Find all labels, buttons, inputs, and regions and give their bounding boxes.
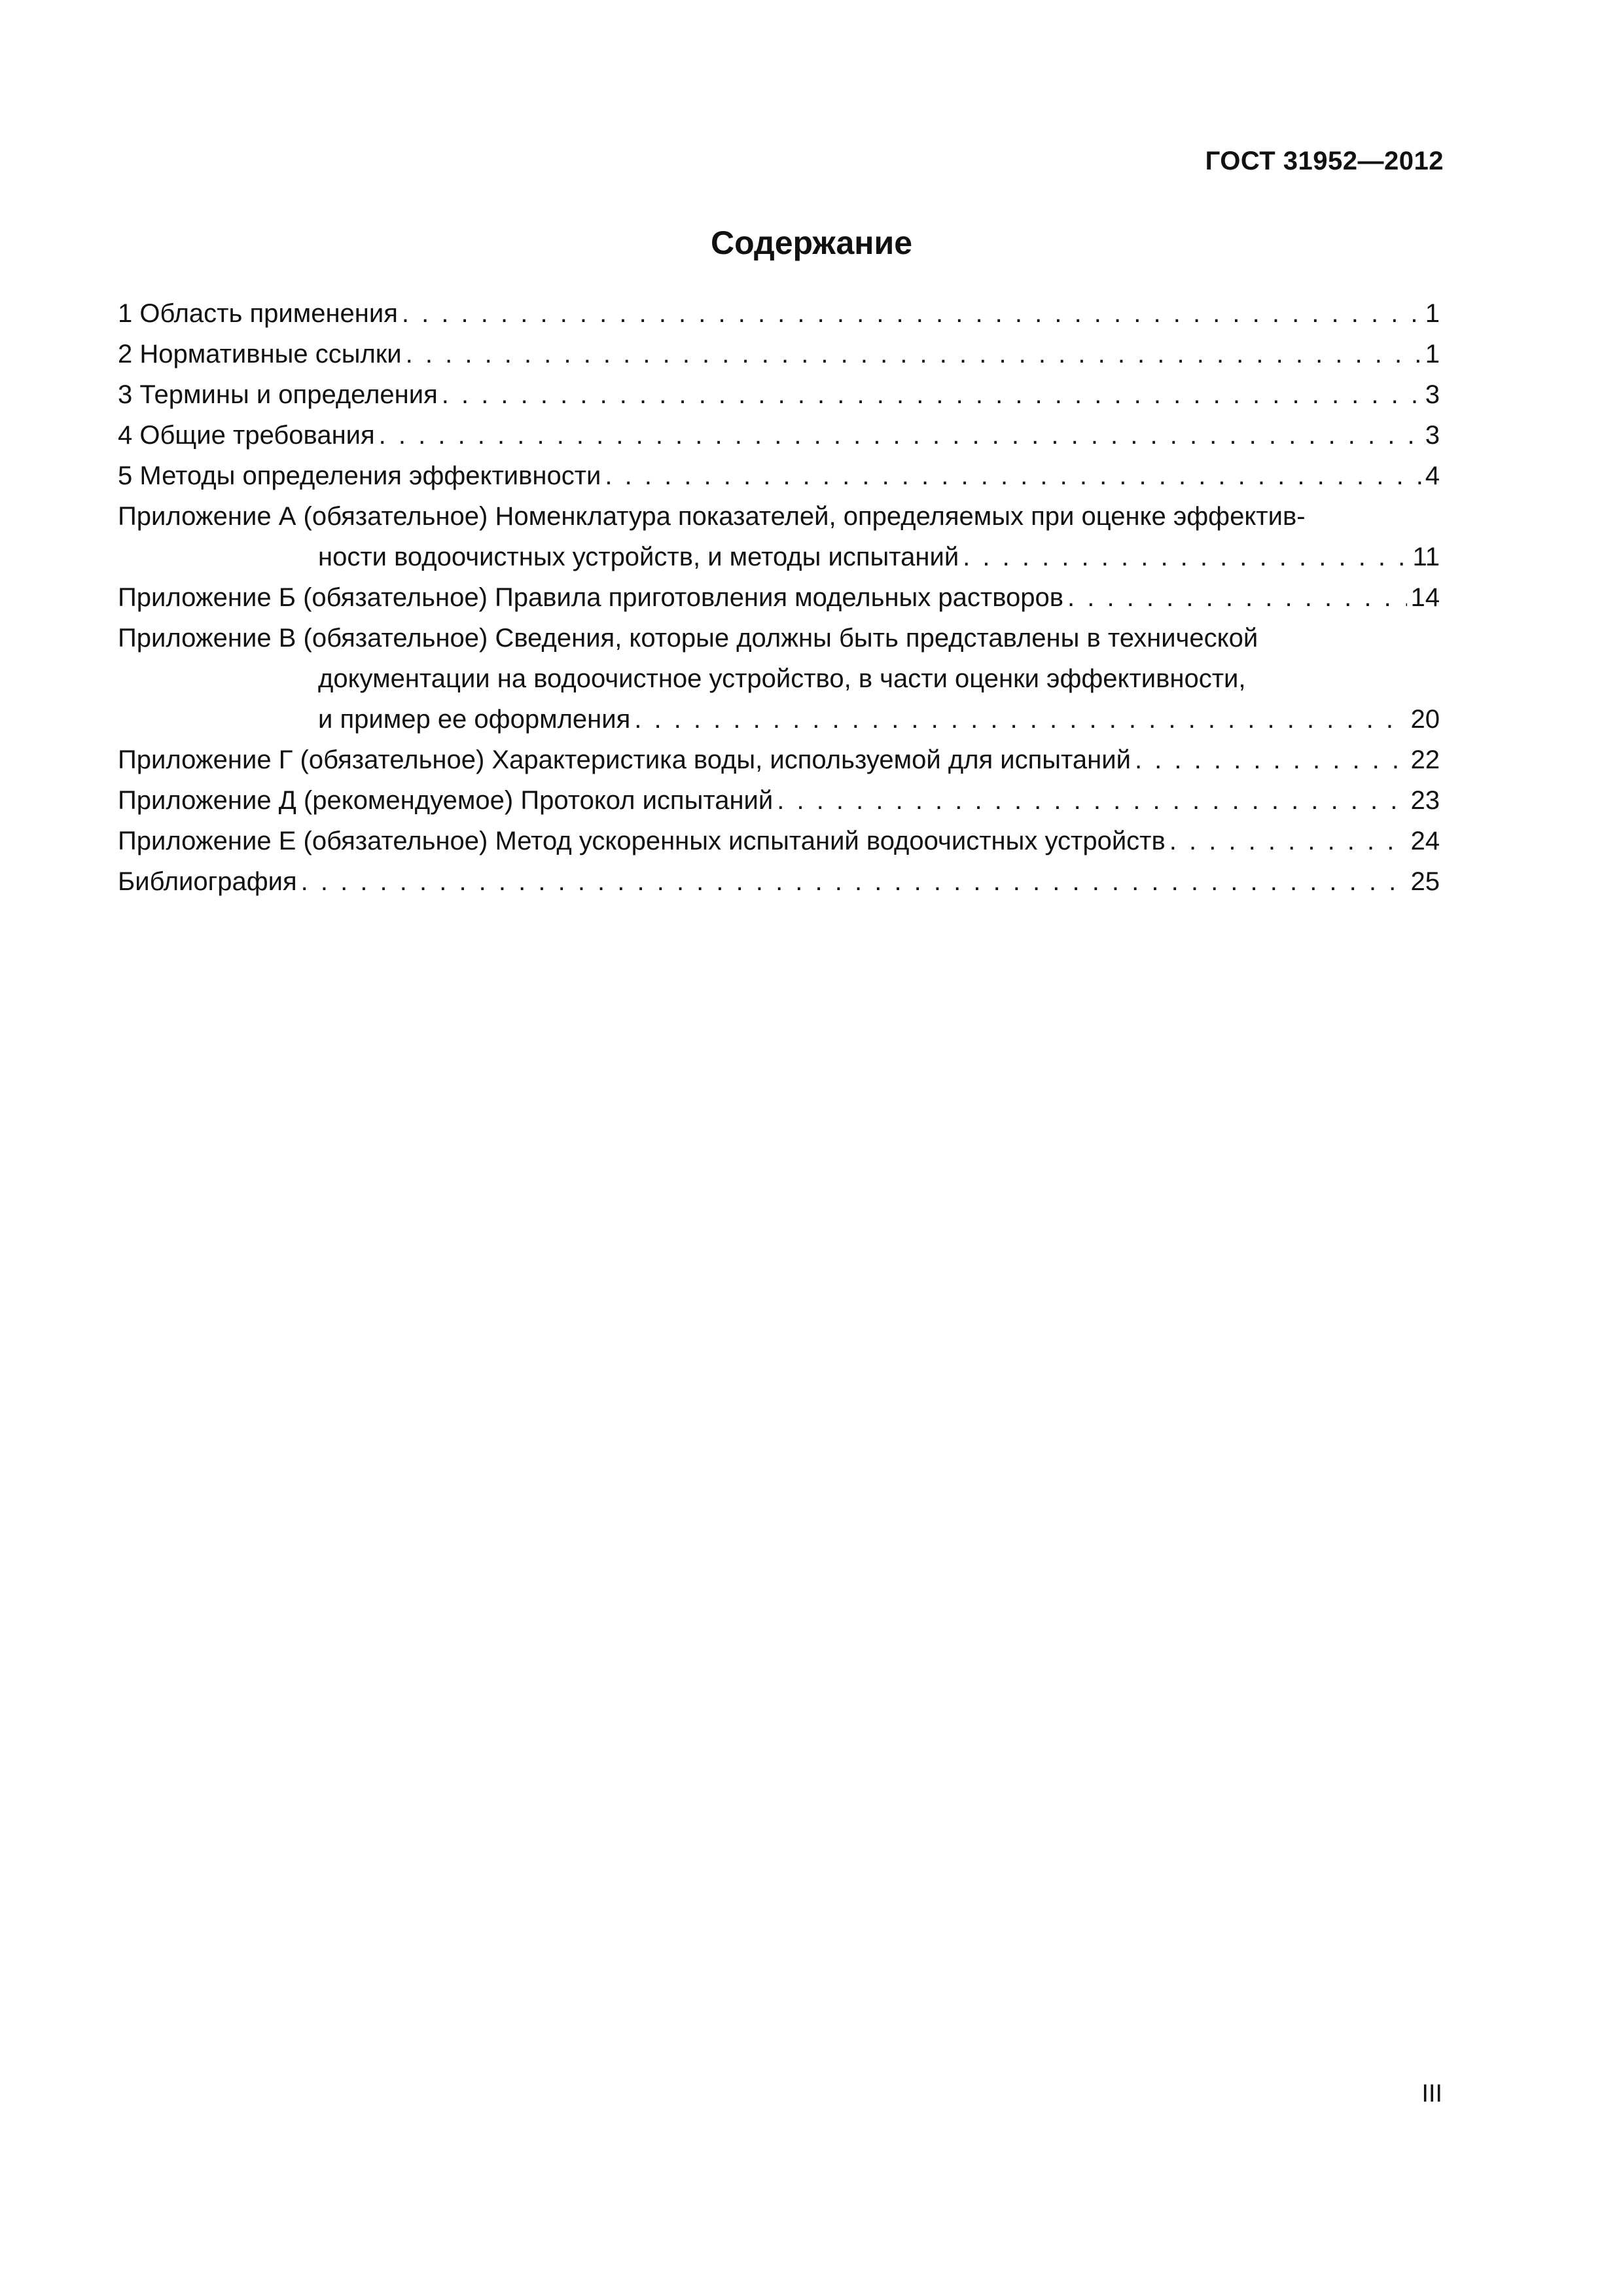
toc-entry: [118, 577, 1440, 618]
toc-entry: [118, 374, 1440, 415]
toc-dot-leader: [605, 456, 1421, 496]
toc-entry-line: [118, 334, 1440, 374]
toc-page-number: 23: [1410, 786, 1440, 815]
toc-page-number: 11: [1412, 543, 1440, 571]
toc-entry: [118, 293, 1440, 334]
toc-entry: [118, 456, 1440, 496]
toc-page-number: 1: [1425, 299, 1440, 328]
toc-dot-leader: [777, 780, 1406, 821]
toc-page-number: 4: [1425, 461, 1440, 490]
toc-entry-text: Приложение Г (обязательное) Характеристика воды, используемой для испытаний: [118, 745, 1131, 774]
toc-page-number: 1: [1425, 340, 1440, 368]
toc-page-number: 22: [1410, 745, 1440, 774]
toc-dot-leader: [379, 415, 1421, 456]
toc-dot-leader: [1169, 821, 1407, 861]
toc-entry-line: [118, 658, 1440, 699]
toc-entry-line: [118, 821, 1440, 861]
toc-entry: [118, 334, 1440, 374]
toc-entry-text: Библиография: [118, 867, 297, 896]
toc-entry-line: [118, 577, 1440, 618]
toc-dot-leader: [442, 374, 1421, 415]
toc-entry-text: документации на водоочистное устройство, в части оценки эффективности,: [318, 664, 1246, 693]
toc-entry-text: 3 Термины и определения: [118, 380, 438, 409]
toc-entry: [118, 780, 1440, 821]
page-number: III: [1421, 2080, 1442, 2108]
toc-entry-line: [118, 537, 1440, 577]
toc-entry-line: [118, 374, 1440, 415]
toc-entry-text: Приложение Б (обязательное) Правила приготовления модельных растворов: [118, 583, 1063, 612]
toc-entry: [118, 821, 1440, 861]
document-code: ГОСТ 31952—2012: [1205, 147, 1444, 175]
toc-entry: [118, 740, 1440, 780]
toc-entry-text: Приложение В (обязательное) Сведения, которые должны быть представлены в технической: [118, 624, 1258, 653]
toc-dot-leader: [963, 537, 1408, 577]
toc-entry-line: [118, 293, 1440, 334]
toc-entry: [118, 415, 1440, 456]
toc-entry-text: ности водоочистных устройств, и методы испытаний: [318, 543, 959, 571]
toc-page-number: 3: [1425, 421, 1440, 450]
toc-entry-text: 5 Методы определения эффективности: [118, 461, 601, 490]
toc-dot-leader: [1135, 740, 1407, 780]
toc-page-number: 3: [1425, 380, 1440, 409]
toc-entry: [118, 618, 1440, 740]
toc-entry-text: Приложение Д (рекомендуемое) Протокол испытаний: [118, 786, 774, 815]
toc-entry-text: Приложение Е (обязательное) Метод ускоренных испытаний водоочистных устройств: [118, 827, 1166, 855]
toc-dot-leader: [634, 699, 1406, 740]
toc-entry-text: 1 Область применения: [118, 299, 398, 328]
toc-dot-leader: [301, 861, 1407, 902]
toc-entry-text: Приложение А (обязательное) Номенклатура показателей, определяемых при оценке эффектив-: [118, 502, 1306, 531]
toc-entry-line: [118, 618, 1440, 658]
toc-entry-line: [118, 780, 1440, 821]
toc-entry-line: [118, 699, 1440, 740]
toc-entry-line: [118, 415, 1440, 456]
toc-entry-line: [118, 456, 1440, 496]
table-of-contents: [118, 293, 1440, 902]
toc-entry: [118, 861, 1440, 902]
toc-entry: [118, 496, 1440, 577]
toc-entry-text: 4 Общие требования: [118, 421, 375, 450]
toc-entry-line: [118, 740, 1440, 780]
toc-entry-line: [118, 861, 1440, 902]
toc-dot-leader: [1067, 577, 1407, 618]
toc-dot-leader: [402, 293, 1421, 334]
toc-page-number: 20: [1410, 705, 1440, 734]
toc-page-number: 24: [1410, 827, 1440, 855]
toc-page-number: 25: [1410, 867, 1440, 896]
toc-title: Содержание: [710, 224, 913, 261]
toc-entry-text: 2 Нормативные ссылки: [118, 340, 402, 368]
toc-entry-line: [118, 496, 1440, 537]
toc-dot-leader: [406, 334, 1421, 374]
toc-entry-text: и пример ее оформления: [318, 705, 631, 734]
toc-page-number: 14: [1410, 583, 1440, 612]
